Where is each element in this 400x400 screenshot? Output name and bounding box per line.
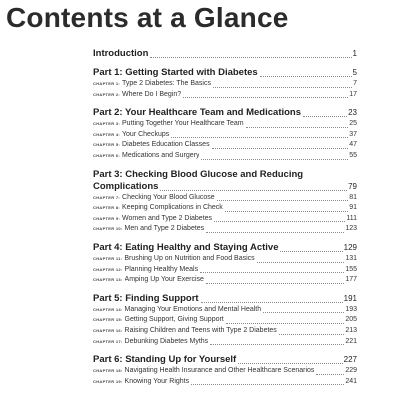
page-number: 81 bbox=[349, 193, 357, 201]
page-number: 23 bbox=[348, 108, 357, 118]
page-number: 229 bbox=[345, 367, 357, 375]
chapter-title: Checking Your Blood Glucose bbox=[122, 193, 215, 201]
table-of-contents bbox=[93, 44, 357, 387]
chapter-row[interactable] bbox=[93, 254, 357, 265]
dot-leader bbox=[260, 76, 352, 77]
chapter-label: CHAPTER 9: bbox=[93, 215, 121, 221]
dot-leader bbox=[279, 334, 345, 335]
chapter-label: CHAPTER 14: bbox=[93, 306, 123, 312]
part-title: Part 1: Getting Started with Diabetes bbox=[93, 67, 258, 78]
part-title-line1: Part 3: Checking Blood Glucose and Reducing bbox=[93, 168, 304, 180]
dot-leader bbox=[160, 190, 347, 191]
dot-leader bbox=[171, 137, 348, 138]
dot-leader bbox=[150, 57, 351, 58]
chapter-row[interactable] bbox=[93, 193, 357, 204]
dot-leader bbox=[206, 232, 344, 233]
page-number: 37 bbox=[349, 130, 357, 138]
chapter-row[interactable] bbox=[93, 326, 357, 337]
chapter-row[interactable] bbox=[93, 366, 357, 377]
page-number: 17 bbox=[349, 90, 357, 98]
chapter-label: CHAPTER 1: bbox=[93, 81, 121, 86]
page-number: 55 bbox=[349, 151, 357, 159]
page-number: 177 bbox=[345, 276, 357, 284]
chapter-row[interactable] bbox=[93, 151, 357, 162]
chapter-label: CHAPTER 11: bbox=[93, 255, 123, 261]
part-title: Part 5: Finding Support bbox=[93, 292, 199, 304]
chapter-label: CHAPTER 3: bbox=[93, 121, 121, 127]
dot-leader bbox=[183, 97, 348, 98]
dot-leader bbox=[206, 283, 344, 284]
part-title-line2: Complications bbox=[93, 180, 159, 192]
page-number: 91 bbox=[349, 204, 357, 212]
chapter-title: Getting Support, Giving Support bbox=[124, 316, 224, 324]
chapter-title: Women and Type 2 Diabetes bbox=[122, 214, 213, 222]
dot-leader bbox=[212, 148, 349, 149]
chapter-row[interactable] bbox=[93, 315, 357, 326]
chapter-row[interactable] bbox=[93, 275, 357, 286]
dot-leader bbox=[201, 302, 343, 303]
introduction-label: Introduction bbox=[93, 48, 149, 59]
dot-leader bbox=[213, 87, 352, 88]
chapter-title: Medications and Surgery bbox=[122, 151, 200, 159]
chapter-label: CHAPTER 7: bbox=[93, 194, 121, 200]
part-1 bbox=[93, 67, 357, 100]
page-number: 111 bbox=[346, 214, 357, 222]
chapter-title: Knowing Your Rights bbox=[124, 377, 190, 385]
dot-leader bbox=[303, 116, 347, 117]
page-number: 79 bbox=[348, 181, 357, 191]
part-title: Part 2: Your Healthcare Team and Medications bbox=[93, 107, 302, 119]
page-number: 7 bbox=[353, 80, 357, 87]
toc-introduction[interactable] bbox=[93, 48, 357, 60]
chapter-row[interactable] bbox=[93, 337, 357, 348]
dot-leader bbox=[257, 262, 345, 263]
page-number: 131 bbox=[345, 254, 357, 262]
chapter-title: Brushing Up on Nutrition and Food Basics bbox=[124, 254, 255, 262]
chapter-label: CHAPTER 19: bbox=[93, 378, 123, 384]
chapter-row[interactable] bbox=[93, 90, 357, 101]
chapter-row[interactable] bbox=[93, 377, 357, 388]
page-number: 205 bbox=[345, 316, 357, 324]
dot-leader bbox=[226, 323, 345, 324]
page-number: 155 bbox=[345, 265, 357, 273]
part-2 bbox=[93, 107, 357, 161]
chapter-row[interactable] bbox=[93, 119, 357, 130]
chapter-label: CHAPTER 15: bbox=[93, 317, 123, 323]
chapter-title: Navigating Health Insurance and Other Healthcare Scenarios bbox=[124, 367, 315, 375]
chapter-label: CHAPTER 5: bbox=[93, 142, 121, 148]
page-number: 191 bbox=[343, 293, 357, 303]
chapter-title: Raising Children and Teens with Type 2 Diabetes bbox=[124, 326, 277, 334]
chapter-title: Keeping Complications in Check bbox=[122, 204, 223, 212]
chapter-label: CHAPTER 2: bbox=[93, 91, 121, 97]
chapter-row[interactable] bbox=[93, 130, 357, 141]
page-number: 193 bbox=[345, 305, 357, 313]
chapter-label: CHAPTER 6: bbox=[93, 152, 121, 158]
part-4 bbox=[93, 242, 357, 286]
dot-leader bbox=[316, 374, 344, 375]
chapter-row[interactable] bbox=[93, 265, 357, 276]
chapter-row[interactable] bbox=[93, 140, 357, 151]
part-title: Part 6: Standing Up for Yourself bbox=[93, 354, 237, 366]
page-number: 221 bbox=[345, 337, 357, 345]
part-5 bbox=[93, 293, 357, 347]
chapter-title: Men and Type 2 Diabetes bbox=[124, 225, 205, 233]
part-heading[interactable] bbox=[93, 354, 357, 366]
page-number: 241 bbox=[345, 377, 357, 385]
chapter-label: CHAPTER 17: bbox=[93, 338, 123, 344]
chapter-label: CHAPTER 8: bbox=[93, 205, 121, 211]
chapter-label: CHAPTER 13: bbox=[93, 277, 123, 283]
page-number: 1 bbox=[352, 49, 357, 58]
chapter-row[interactable] bbox=[93, 214, 357, 225]
dot-leader bbox=[280, 251, 342, 252]
page-number: 25 bbox=[349, 120, 357, 128]
dot-leader bbox=[225, 211, 348, 212]
chapter-label: CHAPTER 12: bbox=[93, 266, 123, 272]
chapter-title: Planning Healthy Meals bbox=[124, 265, 199, 273]
chapter-title: Type 2 Diabetes: The Basics bbox=[122, 80, 211, 87]
chapter-title: Amping Up Your Exercise bbox=[124, 276, 204, 284]
page-number: 129 bbox=[343, 242, 357, 252]
dot-leader bbox=[246, 127, 349, 128]
chapter-title: Your Checkups bbox=[122, 130, 170, 138]
chapter-row[interactable] bbox=[93, 224, 357, 235]
chapter-label: CHAPTER 18: bbox=[93, 368, 123, 374]
chapter-title: Putting Together Your Healthcare Team bbox=[122, 120, 244, 128]
part-heading[interactable] bbox=[93, 67, 357, 79]
part-3 bbox=[93, 169, 357, 235]
chapter-label: CHAPTER 16: bbox=[93, 327, 123, 333]
part-title: Part 4: Eating Healthy and Staying Active bbox=[93, 241, 279, 253]
chapter-label: CHAPTER 4: bbox=[93, 131, 121, 137]
dot-leader bbox=[210, 344, 344, 345]
dot-leader bbox=[263, 312, 344, 313]
part-heading[interactable] bbox=[93, 293, 357, 305]
chapter-title: Where Do I Begin? bbox=[122, 90, 182, 98]
page-number: 227 bbox=[343, 355, 357, 365]
part-heading[interactable] bbox=[93, 107, 357, 119]
dot-leader bbox=[200, 272, 344, 273]
chapter-row[interactable] bbox=[93, 79, 357, 90]
chapter-row[interactable] bbox=[93, 305, 357, 316]
page-number: 123 bbox=[345, 225, 357, 233]
dot-leader bbox=[191, 384, 344, 385]
chapter-label: CHAPTER 10: bbox=[93, 226, 123, 232]
chapter-title: Debunking Diabetes Myths bbox=[124, 337, 209, 345]
page-number: 5 bbox=[352, 68, 357, 77]
chapter-title: Diabetes Education Classes bbox=[122, 141, 210, 149]
dot-leader bbox=[238, 363, 342, 364]
part-6 bbox=[93, 354, 357, 387]
part-heading[interactable] bbox=[93, 242, 357, 254]
dot-leader bbox=[217, 200, 349, 201]
dot-leader bbox=[201, 159, 348, 160]
page-number: 47 bbox=[349, 141, 357, 149]
part-heading[interactable] bbox=[93, 169, 357, 193]
dot-leader bbox=[214, 221, 345, 222]
chapter-title: Managing Your Emotions and Mental Health bbox=[124, 305, 262, 313]
chapter-row[interactable] bbox=[93, 203, 357, 214]
page-title: Contents at a Glance bbox=[6, 2, 289, 33]
page-number: 213 bbox=[345, 326, 357, 334]
